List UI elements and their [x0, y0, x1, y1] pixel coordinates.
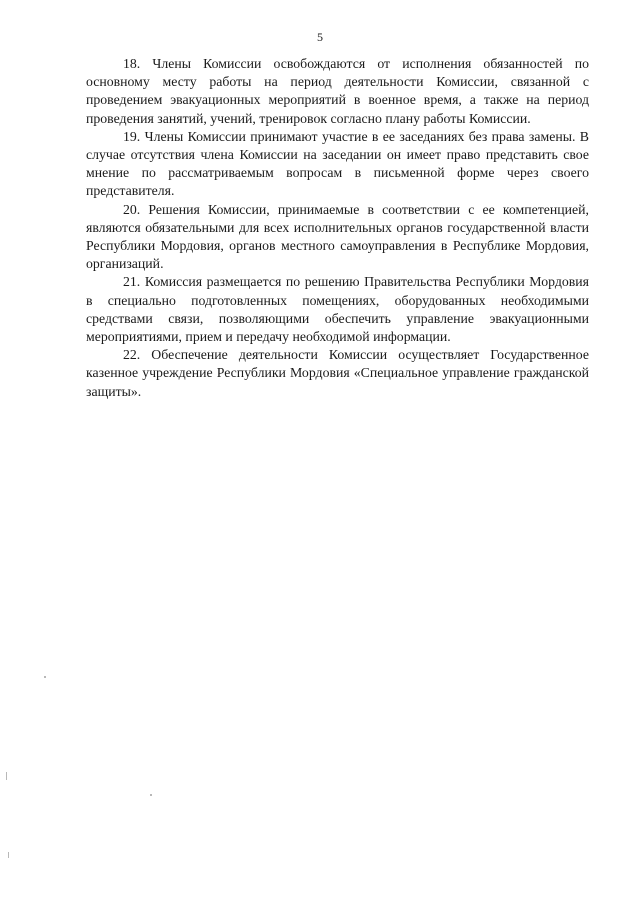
- paragraph-20: 20. Решения Комиссии, принимаемые в соответствии с ее компетенцией, являются обязательными для всех исполнительных органов государственной власти Республики Мордовия, органов местного самоуправления в Республике Мордовия, организаций.: [86, 201, 589, 272]
- document-body: [86, 55, 589, 401]
- page-number: 5: [317, 30, 323, 44]
- scan-speck: [44, 676, 46, 678]
- paragraph-22: 22. Обеспечение деятельности Комиссии осуществляет Государственное казенное учреждение Республики Мордовия «Специальное управление гражданской защиты».: [86, 347, 589, 399]
- paragraph-18: 18. Члены Комиссии освобождаются от исполнения обязанностей по основному месту работы на период деятельности Комиссии, связанной с проведением эвакуационных мероприятий в военное время, а также на период проведения занятий, учений, тренировок согласно плану работы Комиссии.: [86, 56, 589, 126]
- paragraph-19: 19. Члены Комиссии принимают участие в ее заседаниях без права замены. В случае отсутствия члена Комиссии на заседании он имеет право представить свое мнение по рассматриваемым вопросам в письменной форме через своего представителя.: [86, 128, 589, 199]
- paragraph-21: 21. Комиссия размещается по решению Правительства Республики Мордовия в специально подготовленных помещениях, оборудованных необходимыми средствами связи, позволяющими обеспечить управление эвакуационными мероприятиями, прием и передачу необходимой информации.: [86, 274, 589, 345]
- scan-speck: [150, 794, 152, 796]
- scan-speck: [6, 772, 7, 780]
- scan-speck: [8, 852, 9, 858]
